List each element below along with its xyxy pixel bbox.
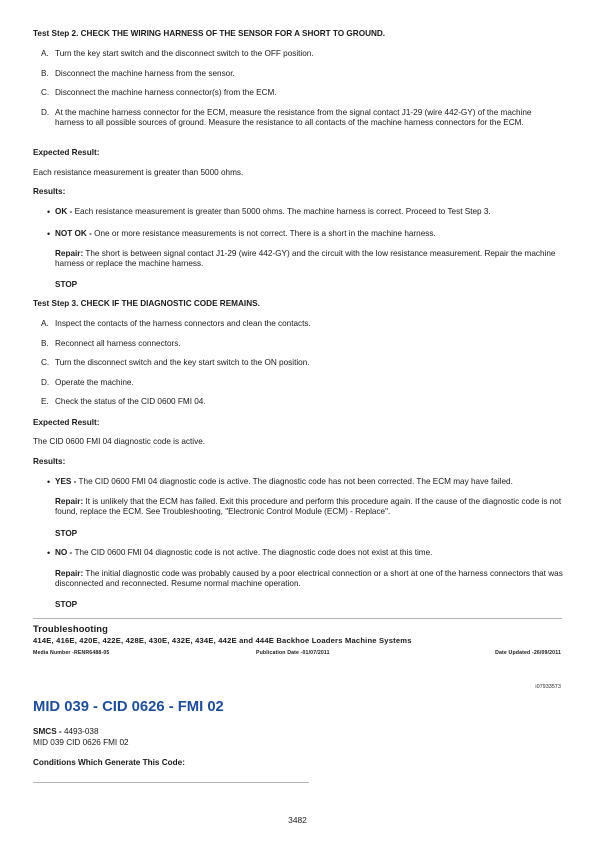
expected-result-label: Expected Result: <box>33 418 100 427</box>
list-marker: B. <box>41 69 49 78</box>
results-label: Results: <box>33 457 66 466</box>
manual-subtitle: 414E, 416E, 420E, 422E, 428E, 430E, 432E, 434E, 442E and 444E Backhoe Loaders Machine Systems <box>33 636 412 645</box>
list-item <box>41 319 561 329</box>
not-ok-label: NOT OK - <box>55 229 92 238</box>
list-marker: B. <box>41 339 49 348</box>
repair-note <box>55 569 563 590</box>
list-text: Disconnect the machine harness connector(s) from the ECM. <box>55 88 277 97</box>
step2-title: Test Step 2. CHECK THE WIRING HARNESS OF THE SENSOR FOR A SHORT TO GROUND. <box>33 29 386 38</box>
smcs-value: 4493-038 <box>63 727 99 736</box>
expected-result-text: The CID 0600 FMI 04 diagnostic code is active. <box>33 437 206 446</box>
list-text: Disconnect the machine harness from the sensor. <box>55 69 235 78</box>
no-text: The CID 0600 FMI 04 diagnostic code is not active. The diagnostic code does not exist at this time. <box>74 548 433 557</box>
list-marker: D. <box>41 378 50 387</box>
list-item <box>41 69 561 79</box>
divider <box>33 618 562 619</box>
stop-label: STOP <box>55 529 78 538</box>
page-number: 3482 <box>288 815 307 825</box>
no-label: NO - <box>55 548 73 557</box>
date-updated: Date Updated -26/09/2011 <box>495 650 561 656</box>
list-marker: C. <box>41 358 50 367</box>
list-text: Inspect the contacts of the harness connectors and clean the contacts. <box>55 319 311 328</box>
stop-label: STOP <box>55 600 78 609</box>
manual-title: Troubleshooting <box>33 623 108 634</box>
list-text: Operate the machine. <box>55 378 134 387</box>
repair-text: The short is between signal contact J1-29 (wire 442-GY) and the circuit with the low resistance measurement. Repair the machine harness or replace the machine harness. <box>55 249 556 269</box>
media-number: Media Number -RENR6488-05 <box>33 650 110 656</box>
list-text: Reconnect all harness connectors. <box>55 339 181 348</box>
list-marker: A. <box>41 49 49 58</box>
ok-text: Each resistance measurement is greater than 5000 ohms. The machine harness is correct. Proceed to Test Step 3. <box>74 207 491 216</box>
list-text: Turn the key start switch and the disconnect switch to the OFF position. <box>55 49 314 58</box>
result-yes <box>47 477 562 487</box>
smcs-label: SMCS - <box>33 727 62 736</box>
repair-text: It is unlikely that the ECM has failed. Exit this procedure and perform this procedure again. If the cause of the diagnostic code is not found, replace the ECM. See Troubleshooting, "Electronic Control Module (ECM) - Replace". <box>55 497 562 517</box>
list-item <box>41 108 561 129</box>
result-not-ok <box>47 229 562 239</box>
stop-label: STOP <box>55 280 78 289</box>
list-item <box>41 339 561 349</box>
ok-label: OK - <box>55 207 73 216</box>
yes-text: The CID 0600 FMI 04 diagnostic code is active. The diagnostic code has not been corrected. The ECM may have failed. <box>78 477 513 486</box>
yes-label: YES - <box>55 477 77 486</box>
list-marker: D. <box>41 108 50 117</box>
result-ok <box>47 207 562 217</box>
expected-result-label: Expected Result: <box>33 148 100 157</box>
repair-text: The initial diagnostic code was probably caused by a poor electrical connection or a short at one of the harness connectors that was disconnected and reconnected. Resume normal machine operation. <box>55 569 563 589</box>
repair-note <box>55 497 563 518</box>
list-item <box>41 49 561 59</box>
list-item <box>41 397 561 407</box>
list-text: At the machine harness connector for the ECM, measure the resistance from the signal contact J1-29 (wire 442-GY) of the machine harness to all possible sources of ground. Measure the resistance to all contacts of the machine harness connectors for the ECM. <box>55 108 532 128</box>
bullet-dot: • <box>47 229 51 239</box>
document-id: i07933573 <box>535 684 561 690</box>
list-text: Check the status of the CID 0600 FMI 04. <box>55 397 206 406</box>
results-label: Results: <box>33 187 66 196</box>
list-item <box>41 378 561 388</box>
repair-label: Repair: <box>55 249 84 258</box>
bullet-dot: • <box>47 207 51 217</box>
list-text: Turn the disconnect switch and the key start switch to the ON position. <box>55 358 310 367</box>
list-item <box>41 88 561 98</box>
section-heading: MID 039 - CID 0626 - FMI 02 <box>33 699 224 715</box>
divider <box>33 782 309 783</box>
list-marker: A. <box>41 319 49 328</box>
list-item <box>41 358 561 368</box>
result-no <box>47 548 562 558</box>
smcs-line <box>33 727 563 737</box>
not-ok-text: One or more resistance measurements is not correct. There is a short in the machine harness. <box>94 229 436 238</box>
bullet-dot: • <box>47 548 51 558</box>
repair-label: Repair: <box>55 569 84 578</box>
publication-date: Publication Date -01/07/2011 <box>256 650 330 656</box>
code-line: MID 039 CID 0626 FMI 02 <box>33 738 129 747</box>
repair-note <box>55 249 563 270</box>
bullet-dot: • <box>47 477 51 487</box>
conditions-label: Conditions Which Generate This Code: <box>33 758 185 767</box>
expected-result-text: Each resistance measurement is greater than 5000 ohms. <box>33 168 244 177</box>
list-marker: E. <box>41 397 49 406</box>
step3-title: Test Step 3. CHECK IF THE DIAGNOSTIC CODE REMAINS. <box>33 299 260 308</box>
list-marker: C. <box>41 88 50 97</box>
repair-label: Repair: <box>55 497 84 506</box>
